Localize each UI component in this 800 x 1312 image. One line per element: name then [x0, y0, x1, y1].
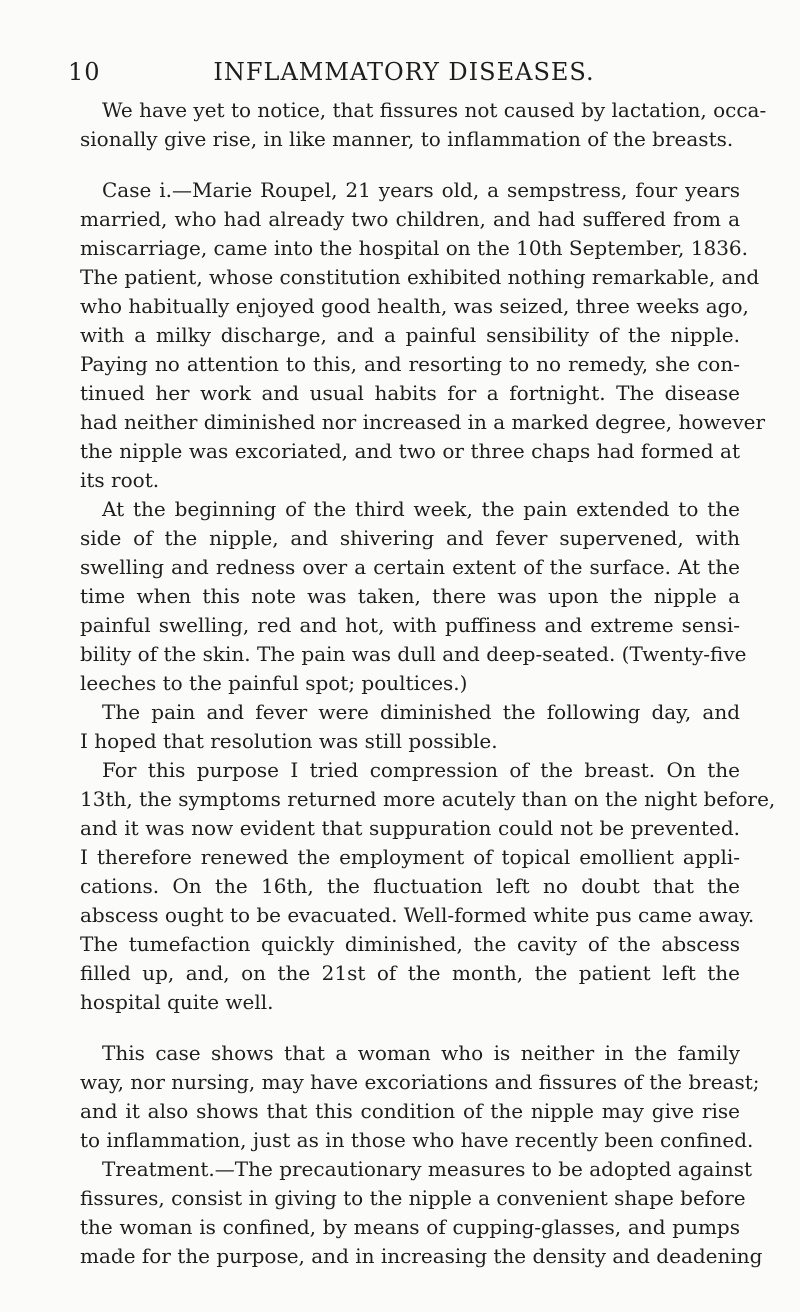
- text-line: and it also shows that this condition of the nipple may give rise: [80, 1099, 740, 1123]
- text-line: For this purpose I tried compression of the breast. On the: [102, 758, 740, 782]
- text-line: and it was now evident that suppuration could not be prevented.: [80, 816, 740, 840]
- text-line: its root.: [80, 468, 160, 492]
- text-line: We have yet to notice, that fissures not caused by lactation, occa-: [102, 98, 767, 122]
- text-line: abscess ought to be evacuated. Well-formed white pus came away.: [80, 903, 755, 927]
- text-line: The patient, whose constitution exhibited nothing remarkable, and: [80, 265, 760, 289]
- body-text: [80, 96, 776, 1271]
- running-head: [68, 58, 740, 88]
- text-line: had neither diminished nor increased in a marked degree, however: [80, 410, 766, 434]
- text-line: Treatment.—The precautionary measures to be adopted against: [102, 1157, 753, 1181]
- text-line: I therefore renewed the employment of topical emollient appli-: [80, 845, 740, 869]
- text-line: leeches to the painful spot; poultices.): [80, 671, 468, 695]
- text-line: The tumefaction quickly diminished, the cavity of the abscess: [80, 932, 740, 956]
- paragraph-gap: [80, 1017, 740, 1039]
- text-line: bility of the skin. The pain was dull and deep-seated. (Twenty-five: [80, 642, 747, 666]
- text-line: the woman is confined, by means of cupping-glasses, and pumps: [80, 1215, 740, 1239]
- text-line: filled up, and, on the 21st of the month, the patient left the: [80, 961, 740, 985]
- text-line: time when this note was taken, there was upon the nipple a: [80, 584, 740, 608]
- text-line: tinued her work and usual habits for a fortnight. The disease: [80, 381, 740, 405]
- text-line: married, who had already two children, and had suffered from a: [80, 207, 740, 231]
- text-line: painful swelling, red and hot, with puffiness and extreme sensi-: [80, 613, 740, 637]
- paragraph-gap: [80, 154, 740, 176]
- text-line: Case i.—Marie Roupel, 21 years old, a sempstress, four years: [102, 178, 740, 202]
- text-line: I hoped that resolution was still possible.: [80, 729, 498, 753]
- text-line: made for the purpose, and in increasing the density and deadening: [80, 1244, 763, 1268]
- text-line: hospital quite well.: [80, 990, 274, 1014]
- text-line: cations. On the 16th, the fluctuation left no doubt that the: [80, 874, 740, 898]
- page-number: 10: [68, 58, 101, 86]
- text-line: The pain and fever were diminished the following day, and: [102, 700, 740, 724]
- text-line: side of the nipple, and shivering and fever supervened, with: [80, 526, 740, 550]
- text-line: who habitually enjoyed good health, was seized, three weeks ago,: [80, 294, 749, 318]
- text-line: sionally give rise, in like manner, to inflammation of the breasts.: [80, 127, 734, 151]
- text-line: miscarriage, came into the hospital on the 10th September, 1836.: [80, 236, 749, 260]
- text-line: 13th, the symptoms returned more acutely than on the night before,: [80, 787, 776, 811]
- text-line: the nipple was excoriated, and two or three chaps had formed at: [80, 439, 740, 463]
- running-head-title: INFLAMMATORY DISEASES.: [213, 58, 595, 86]
- text-line: with a milky discharge, and a painful sensibility of the nipple.: [80, 323, 740, 347]
- text-line: fissures, consist in giving to the nipple a convenient shape before: [80, 1186, 746, 1210]
- text-line: swelling and redness over a certain extent of the surface. At the: [80, 555, 740, 579]
- text-line: At the beginning of the third week, the pain extended to the: [102, 497, 740, 521]
- text-line: way, nor nursing, may have excoriations and fissures of the breast;: [80, 1070, 760, 1094]
- text-line: This case shows that a woman who is neither in the family: [102, 1041, 740, 1065]
- text-line: to inflammation, just as in those who have recently been confined.: [80, 1128, 754, 1152]
- text-line: Paying no attention to this, and resorting to no remedy, she con-: [80, 352, 740, 376]
